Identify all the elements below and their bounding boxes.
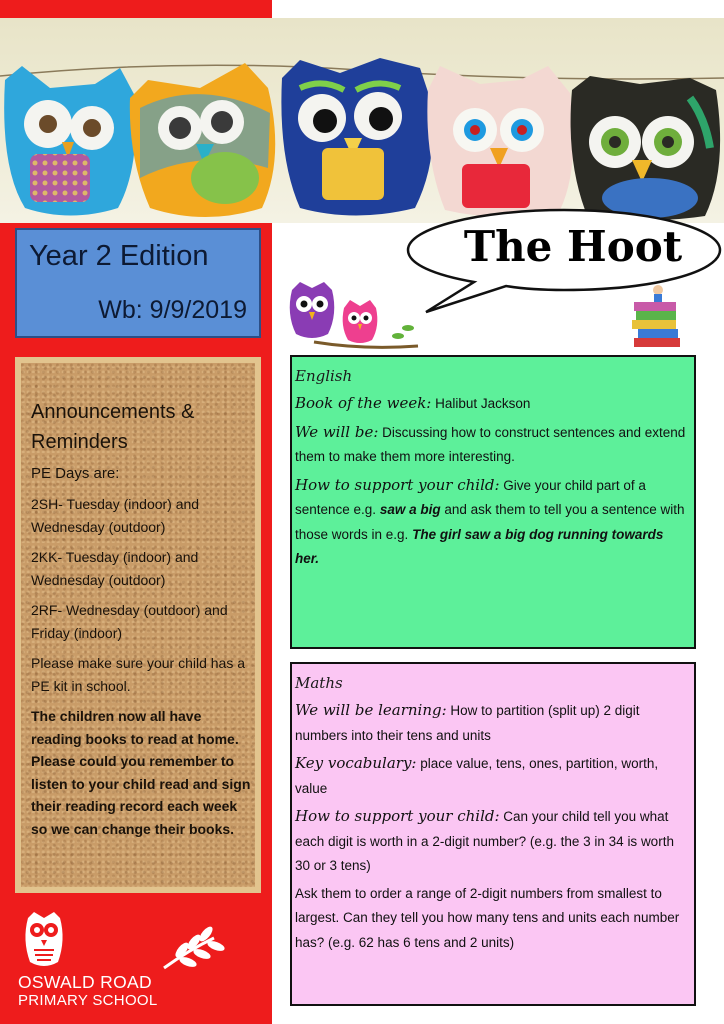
school-name-line2: PRIMARY SCHOOL bbox=[18, 992, 158, 1009]
leaf-sprig-icon bbox=[164, 925, 226, 969]
maths-learning bbox=[295, 698, 688, 748]
will-be-label: We will be: bbox=[295, 422, 379, 441]
school-name-line1: OSWALD ROAD bbox=[18, 972, 152, 992]
maths-panel bbox=[290, 662, 696, 1006]
vocab-label: Key vocabulary: bbox=[295, 754, 417, 772]
reading-reminder: The children now all have reading books to read at home. Please could you remember to listen to your child read and sign their reading record each week so we can change their books. bbox=[31, 708, 251, 837]
english-support-label: How to support your child: bbox=[295, 475, 500, 494]
announcements-title: Announcements & Reminders bbox=[31, 401, 195, 453]
pe-day-2kk: 2KK- Tuesday (indoor) and Wednesday (outdoor) bbox=[31, 549, 199, 588]
owl-floral-icon bbox=[427, 66, 573, 217]
english-support-mid: and ask them to tell you a sentence with those words in e.g. bbox=[295, 502, 685, 542]
cartoon-owls-icon bbox=[284, 280, 424, 354]
maths-support bbox=[295, 804, 688, 879]
books-stack-icon bbox=[628, 282, 684, 352]
pe-day-2sh: 2SH- Tuesday (indoor) and Wednesday (outdoor) bbox=[31, 496, 200, 535]
english-support bbox=[295, 473, 688, 572]
maths-support-label: How to support your child: bbox=[295, 807, 500, 825]
maths-order-text: Ask them to order a range of 2-digit numbers from smallest to largest. Can they tell you how many tens and units each number has? (e.g. 62 has 6 tens and 2 units) bbox=[295, 885, 680, 950]
newsletter-title: The Hoot bbox=[463, 222, 683, 271]
edition-date: Wb: 9/9/2019 bbox=[98, 296, 247, 324]
maths-support-value: Can your child tell you what each digit is worth in a 2-digit number? (e.g. the 3 in 34 is worth 30 or 3 tens) bbox=[295, 809, 674, 873]
book-of-week bbox=[295, 391, 688, 417]
will-be-value: Discussing how to construct sentences and extend them to make them more interesting. bbox=[295, 424, 686, 464]
announcements-content bbox=[31, 397, 251, 840]
learning-value: How to partition (split up) 2 digit numbers into their tens and units bbox=[295, 703, 640, 743]
maths-heading: Maths bbox=[295, 674, 343, 692]
english-support-example: saw a big bbox=[379, 502, 441, 517]
owls-banner bbox=[0, 18, 724, 223]
owl-navy-icon bbox=[281, 58, 432, 216]
edition-title: Year 2 Edition bbox=[29, 240, 209, 272]
english-will-be bbox=[295, 420, 688, 470]
fabric-owls-banner-icon bbox=[0, 18, 724, 223]
owl-yellow-icon bbox=[130, 63, 275, 217]
english-support-pre: Give your child part of a sentence e.g. bbox=[295, 477, 646, 517]
english-support-sentence: The girl saw a big dog running towards her. bbox=[295, 526, 664, 566]
english-heading: English bbox=[295, 367, 353, 385]
owl-logo-icon bbox=[14, 910, 254, 972]
school-logo bbox=[14, 910, 254, 1015]
english-panel bbox=[290, 355, 696, 649]
learning-label: We will be learning: bbox=[295, 701, 447, 719]
book-label: Book of the week: bbox=[295, 394, 432, 412]
owl-dark-floral-icon bbox=[571, 76, 721, 220]
vocab-value: place value, tens, ones, partition, worth, value bbox=[295, 756, 659, 796]
announcements-board bbox=[15, 357, 261, 893]
owl-blue-icon bbox=[4, 66, 136, 216]
pe-day-2rf: 2RF- Wednesday (outdoor) and Friday (indoor) bbox=[31, 602, 228, 641]
pe-kit-reminder: Please make sure your child has a PE kit in school. bbox=[31, 655, 245, 694]
book-value: Halibut Jackson bbox=[435, 396, 531, 411]
maths-vocab bbox=[295, 751, 688, 801]
pe-heading: PE Days are: bbox=[31, 465, 120, 482]
edition-box bbox=[15, 228, 261, 338]
